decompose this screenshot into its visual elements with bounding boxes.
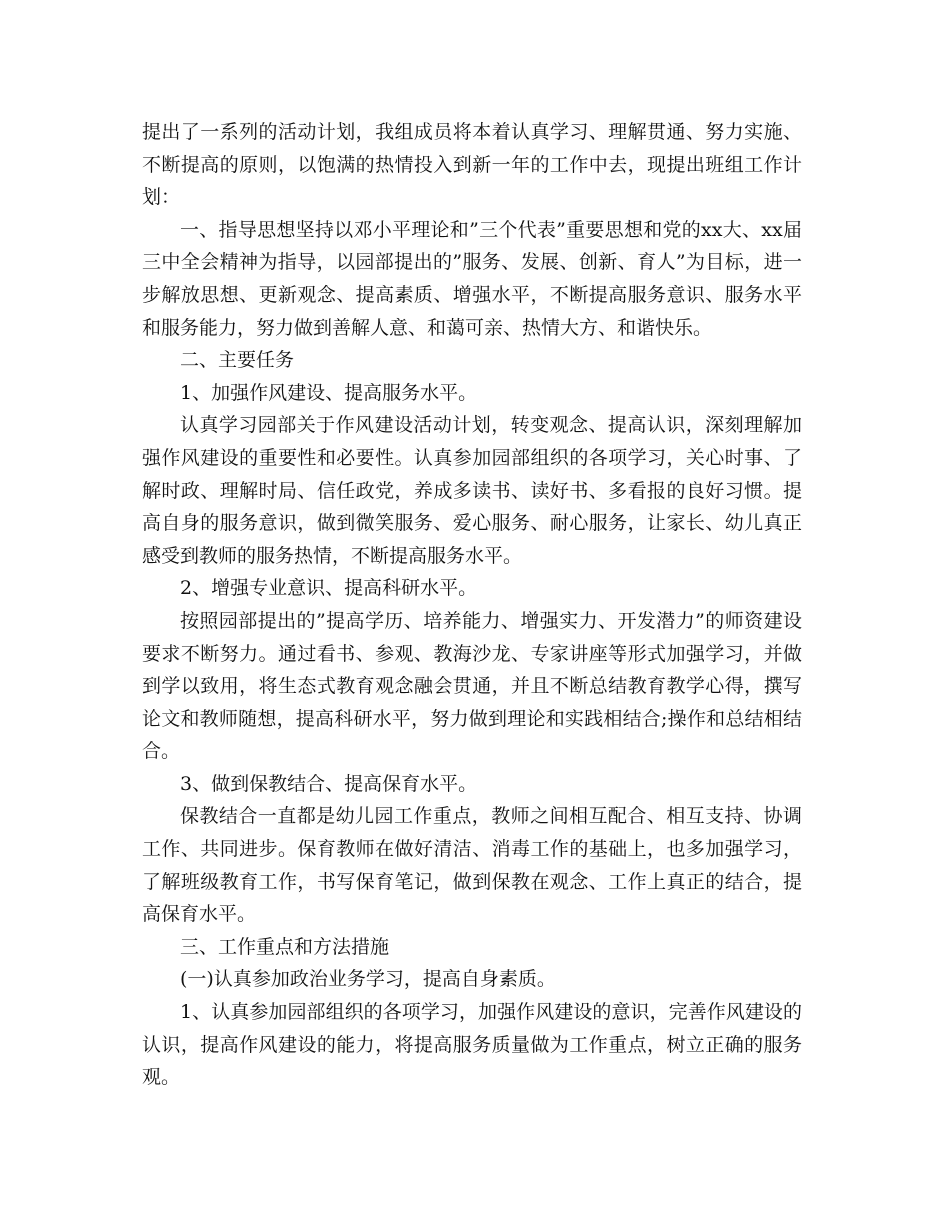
subheading-task-3: 3、做到保教结合、提高保育水平。 — [180, 772, 478, 795]
paragraph-guiding-ideology: 一、指导思想坚持以邓小平理论和”三个代表”重要思想和党的xx大、xx届三中全会精神为指导，以园部提出的”服务、发展、创新、育人”为目标，进一步解放思想、更新观念、提高素质、增强水平，不断提高服务意识、服务水平和服务能力，努力做到善解人意、和蔼可亲、热情大方、和谐快乐。 — [142, 218, 802, 339]
paragraph-task-3: 保教结合一直都是幼儿园工作重点，教师之间相互配合、相互支持、协调工作、共同进步。保育教师在做好清洁、消毒工作的基础上，也多加强学习，了解班级教育工作，书写保育笔记，做到保教在观念、工作上真正的结合，提高保育水平。 — [142, 805, 802, 926]
heading-main-tasks: 二、主要任务 — [180, 349, 295, 372]
paragraph-measure-1-item-1: 1、认真参加园部组织的各项学习，加强作风建设的意识，完善作风建设的认识，提高作风建设的能力，将提高服务质量做为工作重点，树立正确的服务观。 — [142, 1001, 802, 1089]
paragraph-task-2: 按照园部提出的”提高学历、培养能力、增强实力、开发潜力”的师资建设要求不断努力。通过看书、参观、教海沙龙、专家讲座等形式加强学习，并做到学以致用，将生态式教育观念融会贯通，并且不断总结教育教学心得，撰写论文和教师随想，提高科研水平，努力做到理论和实践相结合;操作和总结相结合。 — [142, 609, 802, 763]
subheading-task-1: 1、加强作风建设、提高服务水平。 — [180, 381, 478, 404]
heading-key-work-measures: 三、工作重点和方法措施 — [180, 935, 390, 958]
document-body — [142, 116, 802, 1094]
paragraph-task-1: 认真学习园部关于作风建设活动计划，转变观念、提高认识，深刻理解加强作风建设的重要性和必要性。认真参加园部组织的各项学习，关心时事、了解时政、理解时局、信任政党，养成多读书、读好书、多看报的良好习惯。提高自身的服务意识，做到微笑服务、爱心服务、耐心服务，让家长、幼儿真正感受到教师的服务热情，不断提高服务水平。 — [142, 414, 802, 567]
paragraph-intro: 提出了一系列的活动计划，我组成员将本着认真学习、理解贯通、努力实施、不断提高的原则，以饱满的热情投入到新一年的工作中去，现提出班组工作计划： — [142, 121, 802, 209]
subheading-measure-1: (一)认真参加政治业务学习，提高自身素质。 — [180, 968, 556, 991]
subheading-task-2: 2、增强专业意识、提高科研水平。 — [180, 577, 478, 600]
